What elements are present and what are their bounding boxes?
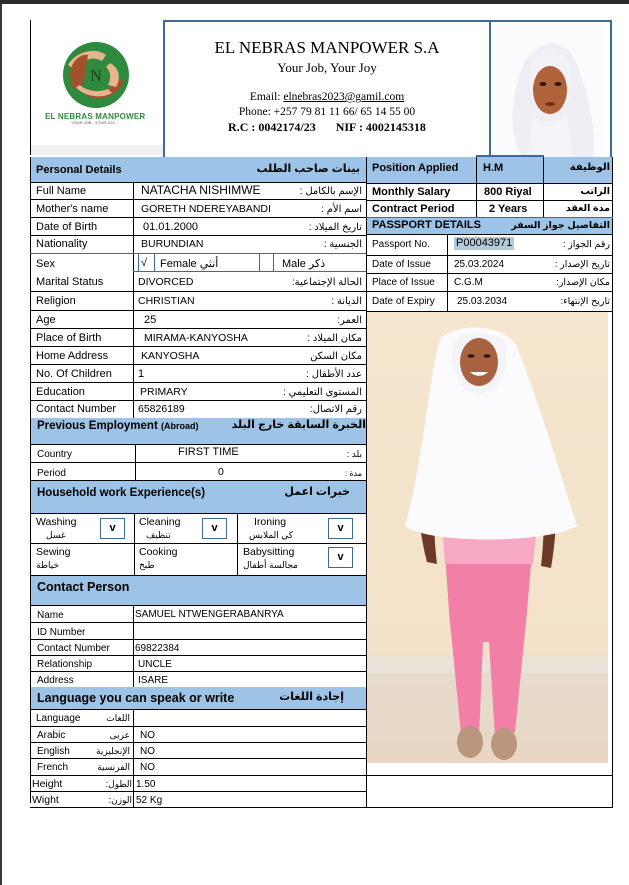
field-value: 65826189 (138, 403, 185, 415)
contact-person-title: Contact Person (37, 580, 130, 594)
company-info-box (163, 20, 491, 157)
field-label-ar: اللغات (106, 713, 130, 723)
cleaning-checkbox[interactable]: v (202, 518, 227, 539)
field-label-ar: المستوى التعليمي : (283, 387, 362, 398)
field-value: NO (140, 762, 155, 773)
field-value: 69822384 (135, 643, 180, 654)
male-label: Male (282, 258, 306, 270)
languages-title: Language you can speak or write (37, 691, 235, 705)
field-label-ar: بلد : (346, 449, 362, 459)
company-email-line (165, 90, 489, 104)
item-label: Washing (36, 516, 77, 528)
field-value: CHRISTIAN (138, 295, 195, 307)
field-label-ar: الحالة الإجتماعية: (291, 277, 362, 288)
field-value: ISARE (138, 675, 169, 686)
field-label: Mother's name (36, 203, 109, 215)
logo-subtext: YOUR JOB , YOUR JOY (71, 120, 116, 125)
previous-employment-title-ar: الخبرة السابقة خارج البلد (231, 419, 366, 431)
position-applied-value: H.M (483, 162, 504, 174)
field-value: 2 Years (489, 203, 528, 215)
svg-text:N: N (90, 68, 102, 85)
field-value: 1.50 (136, 779, 156, 790)
field-label: Age (36, 314, 56, 326)
field-label: Sex (36, 258, 55, 270)
male-option[interactable] (282, 258, 325, 271)
field-label: Contract Period (372, 203, 455, 215)
field-label: Passport No. (372, 239, 430, 250)
field-label: No. Of Children (36, 368, 112, 380)
field-label: Height (32, 778, 63, 790)
male-label-ar: ذكر (308, 258, 326, 270)
field-label-ar: مكان السكن (310, 351, 362, 362)
field-label-ar: الطول: (105, 779, 132, 789)
field-label: Full Name (36, 185, 87, 197)
field-label-ar: مكان الميلاد : (307, 333, 362, 344)
title-en: Previous Employment (37, 420, 158, 432)
female-checkbox[interactable]: √ (141, 257, 148, 269)
logo-box-footer (31, 145, 164, 155)
page-left-edge (0, 4, 2, 885)
field-value: C.G.M (454, 277, 483, 288)
field-value: UNCLE (138, 659, 172, 670)
logo-box (30, 20, 163, 155)
field-value: NO (140, 746, 155, 757)
company-phone: Phone: +257 79 81 11 66/ 65 14 55 00 (238, 106, 416, 118)
female-option[interactable] (160, 258, 218, 271)
field-value: GORETH NDEREYABANDI (141, 203, 271, 215)
nif-number: NIF : 4002145318 (335, 120, 426, 134)
field-label: ID Number (37, 627, 86, 638)
company-tagline: Your Job, Your Joy (277, 60, 377, 75)
rc-number: R.C : 0042174/23 (228, 120, 316, 134)
field-label-ar: تاريخ الميلاد : (308, 222, 362, 233)
field-label: Contact Number (36, 403, 117, 415)
field-label-ar: الديانة : (331, 296, 362, 307)
field-label: Address (37, 675, 74, 686)
passport-title: PASSPORT DETAILS (372, 219, 481, 231)
full-body-image-icon (367, 312, 608, 763)
field-value: NO (140, 730, 155, 741)
field-value: 1 (138, 368, 145, 380)
field-label: Place of Issue (372, 277, 435, 288)
company-registration (165, 120, 489, 135)
field-value: DIVORCED (138, 276, 194, 288)
field-label-ar: الإنجليزية (96, 746, 130, 756)
field-label-ar: تاريخ الإنتهاء: (560, 296, 610, 307)
field-label: Country (37, 449, 73, 460)
previous-employment-title (37, 420, 199, 433)
field-value: FIRST TIME (178, 446, 239, 458)
portrait-frame (491, 20, 612, 157)
field-label-ar: عربى (109, 730, 130, 740)
field-label: Wight (32, 794, 59, 806)
field-label-ar: العمر: (337, 315, 362, 326)
female-label: Female (160, 258, 197, 270)
field-label: Date of Expiry (372, 296, 435, 307)
item-label-ar: تنظيف (146, 530, 171, 540)
field-value: 25.03.2034 (457, 296, 508, 307)
field-value: 25 (144, 314, 157, 326)
item-label-ar: طبخ (139, 560, 155, 570)
field-label: Marital Status (36, 276, 104, 288)
field-value: 800 Riyal (484, 186, 532, 198)
field-label-ar: رقم الاتصال: (309, 404, 362, 415)
field-value: 0 (218, 466, 224, 478)
item-label: Sewing (36, 546, 71, 558)
viewer-top-bar (0, 0, 629, 4)
field-label: Religion (36, 295, 76, 307)
item-label-ar: خياطة (36, 560, 60, 570)
item-label: Cleaning (139, 516, 181, 528)
field-label-ar: رقم الجواز : (562, 239, 610, 250)
field-label: English (37, 746, 70, 757)
portrait-image-icon (493, 24, 603, 157)
portrait-photo (493, 24, 603, 157)
field-label-ar: الراتب (580, 186, 610, 197)
field-label-ar: الفرنسية (97, 762, 130, 772)
field-label: Language (36, 713, 81, 724)
field-label-ar: مكان الإصدار: (556, 277, 610, 288)
field-label-ar: اسم الأم : (321, 204, 362, 215)
email-link[interactable]: elnebras2023@gamil.com (283, 91, 405, 103)
field-label-ar: الإسم بالكامل : (299, 186, 362, 197)
field-label: French (37, 762, 69, 773)
field-label: Date of Birth (36, 221, 98, 233)
company-name: EL NEBRAS MANPOWER S.A (214, 38, 440, 57)
field-value: BURUNDIAN (141, 238, 204, 250)
position-applied-ar: الوظيفة (569, 162, 610, 173)
household-title: Household work Experience(s) (37, 487, 206, 499)
field-value: MIRAMA-KANYOSHA (144, 332, 248, 344)
field-label: Nationality (36, 238, 88, 250)
passport-title-ar: التفاصيل جواز السفر (511, 220, 610, 231)
field-label-ar: مدة : (344, 469, 362, 478)
field-label: Arabic (37, 730, 66, 741)
position-applied-label: Position Applied (372, 162, 459, 174)
logo-text: EL NEBRAS MANPOWER (45, 112, 146, 121)
female-label-ar: أنثي (199, 258, 219, 270)
languages-title-ar: إجادة اللغات (279, 691, 344, 703)
full-body-photo (367, 312, 608, 763)
email-label: Email: (249, 91, 284, 103)
field-label: Period (37, 468, 66, 479)
ironing-checkbox[interactable]: v (328, 518, 353, 539)
company-logo-icon (62, 41, 130, 109)
field-label: Contact Number (37, 643, 110, 654)
field-label-ar: تاريخ الإصدار : (554, 259, 610, 270)
field-label: Relationship (37, 659, 93, 670)
field-value: SAMUEL NTWENGERABANRYA (135, 609, 284, 620)
field-value: KANYOSHA (141, 350, 200, 362)
field-value: NATACHA NISHIMWE (141, 183, 261, 197)
item-label: Ironing (254, 516, 287, 528)
washing-checkbox[interactable]: v (100, 518, 125, 539)
field-label-ar: الوزن: (108, 795, 132, 805)
field-value: 01.01.2000 (143, 221, 199, 233)
item-label: Babysitting (243, 546, 295, 558)
field-label: Monthly Salary (372, 186, 451, 198)
title-abroad: (Abroad) (161, 421, 199, 431)
personal-details-title-ar: بينات صاحب الطلب (256, 163, 360, 175)
item-label-ar: مجالسة أطفال (243, 560, 298, 570)
field-label: Place of Birth (36, 332, 102, 344)
item-label: Cooking (139, 546, 178, 558)
field-label: Date of Issue (372, 259, 431, 270)
personal-details-title: Personal Details (36, 164, 122, 176)
field-value: 52 Kg (136, 795, 163, 806)
field-value: PRIMARY (140, 386, 188, 398)
babysitting-checkbox[interactable]: v (328, 547, 353, 568)
field-value: 25.03.2024 (454, 259, 505, 270)
field-label: Name (37, 610, 64, 621)
field-label-ar: الجنسية : (323, 239, 362, 250)
field-label-ar: مدة العقد (565, 203, 610, 214)
passport-number-value[interactable]: P00043971 (456, 237, 513, 249)
household-title-ar: خبرات اعمل (284, 486, 350, 498)
item-label-ar: غسل (46, 530, 66, 540)
field-label-ar: عدد الأطفال : (306, 369, 362, 380)
field-label: Home Address (36, 350, 109, 362)
item-label-ar: كي الملابس (249, 530, 294, 540)
field-label: Education (36, 386, 85, 398)
